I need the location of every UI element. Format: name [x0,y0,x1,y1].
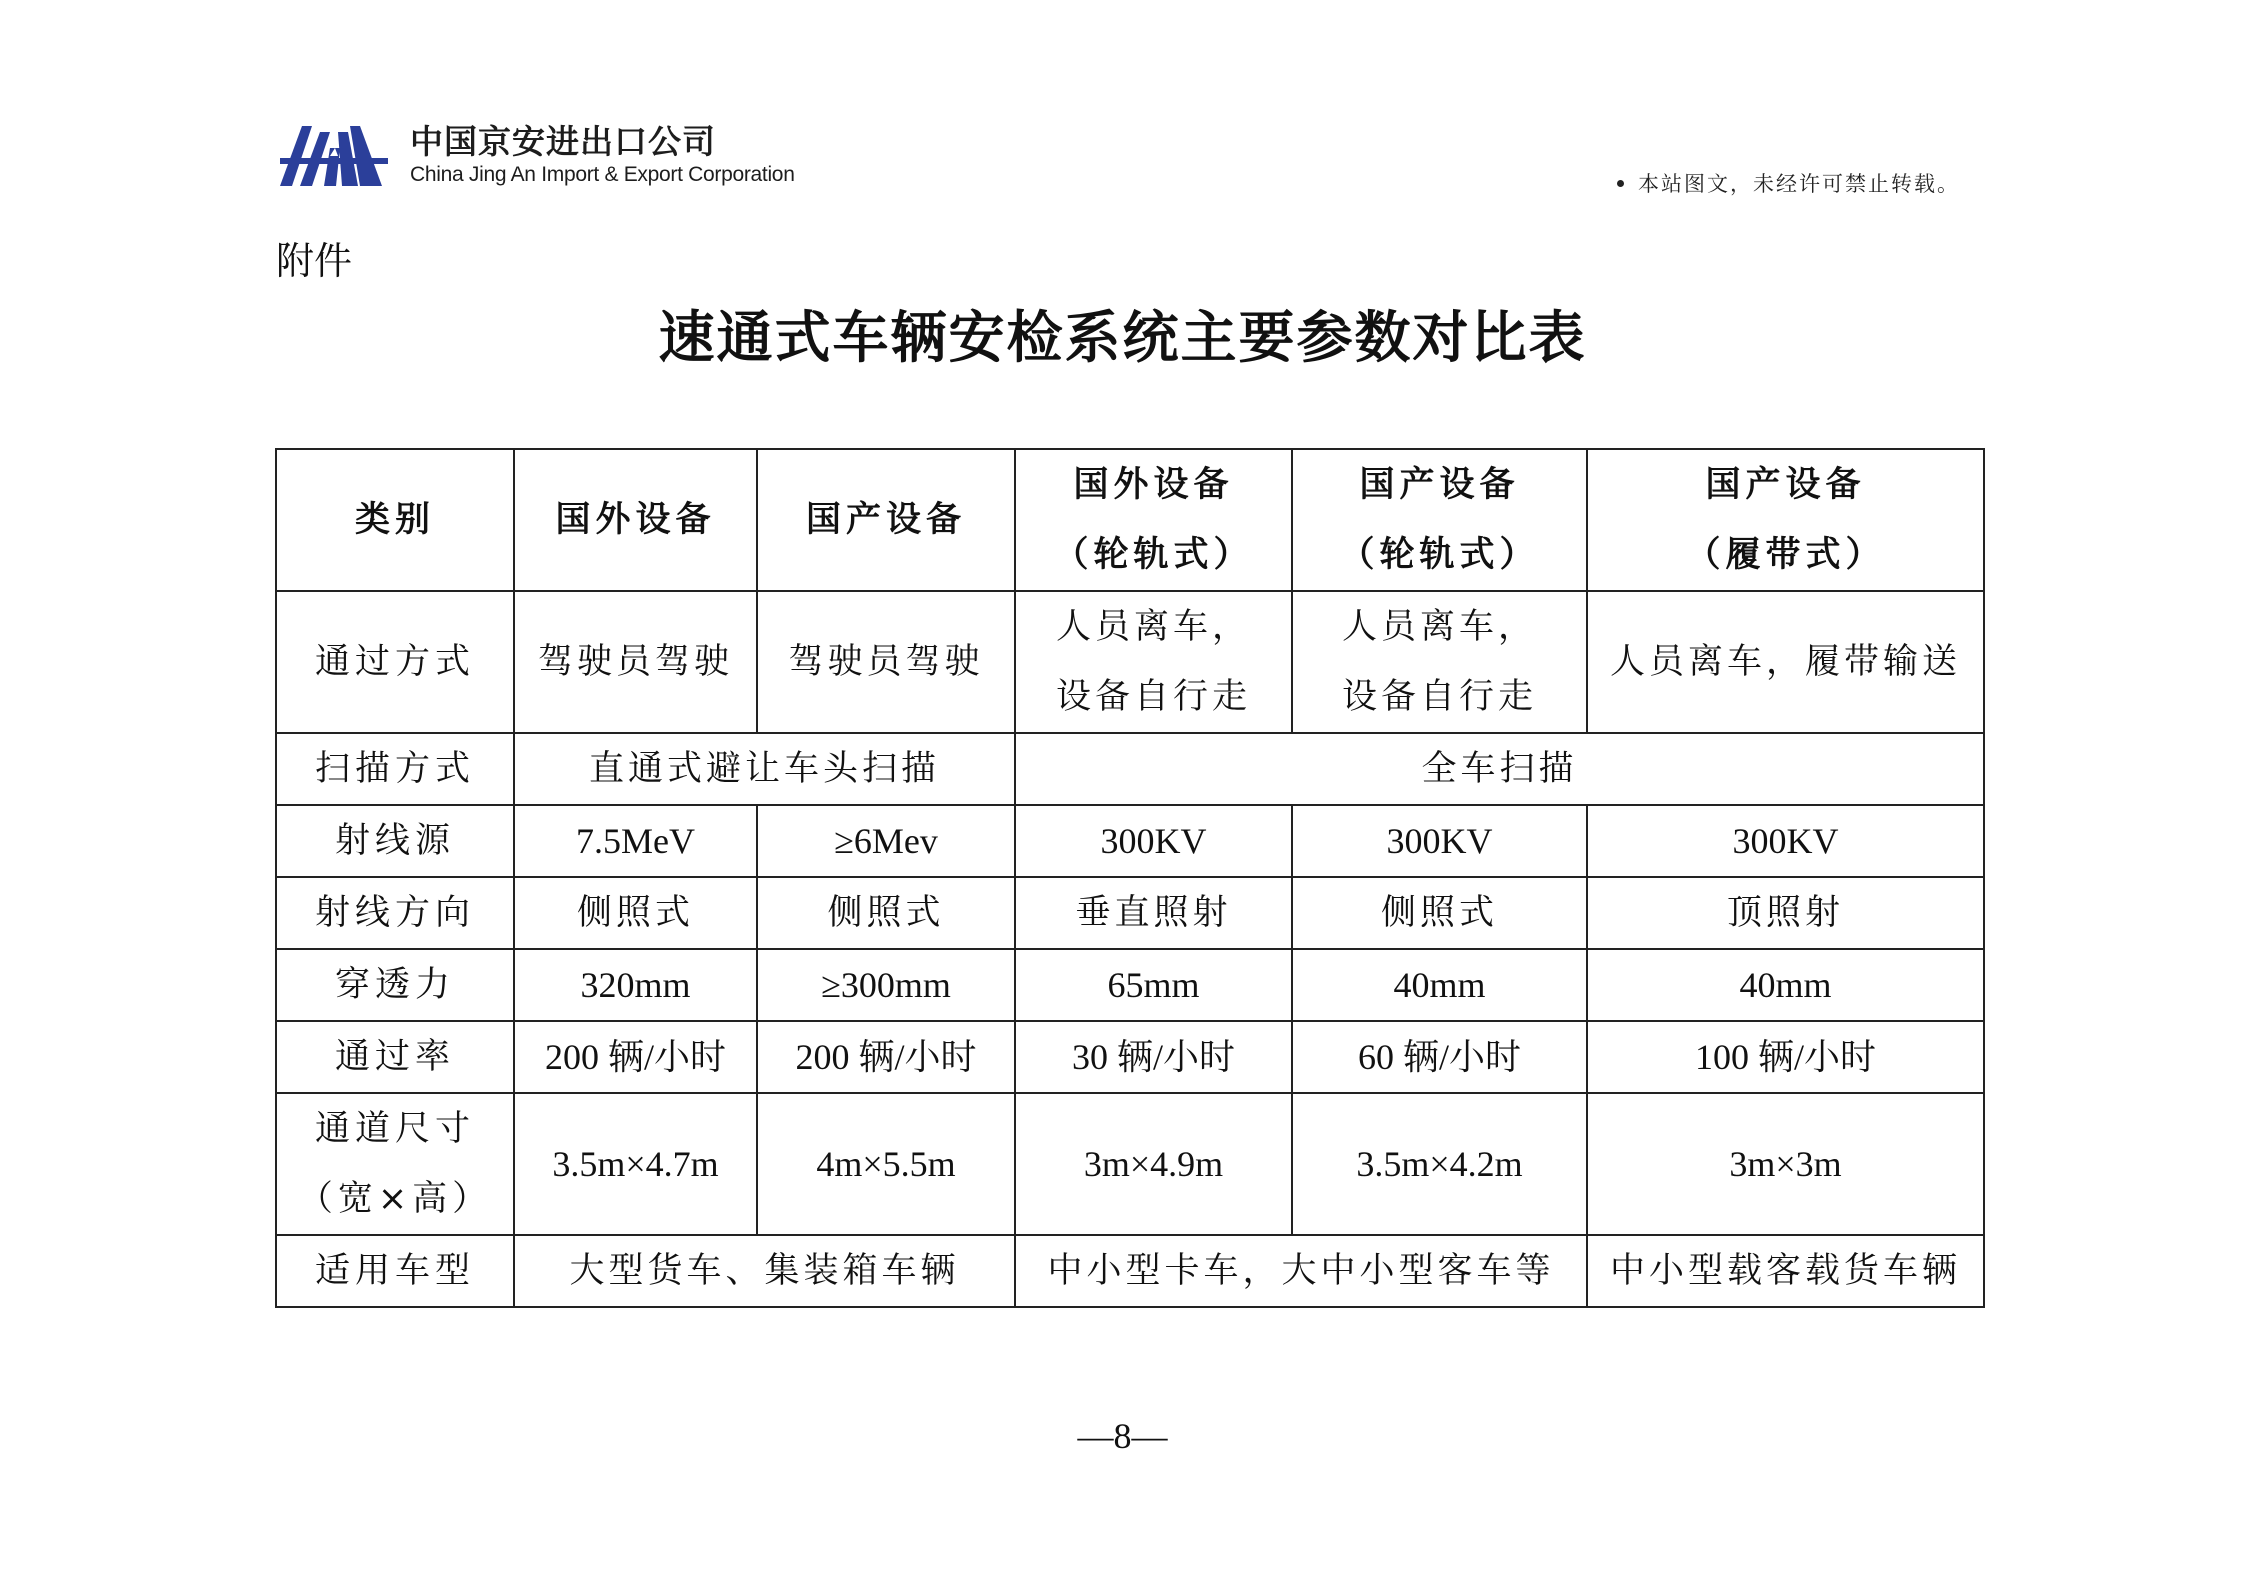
header-domestic-equipment: 国产设备 [757,449,1015,591]
table-cell: 3m×3m [1587,1093,1984,1235]
header-domestic-crawler: 国产设备 （履带式） [1587,449,1984,591]
table-cell: 40mm [1292,949,1587,1021]
table-cell: 7.5MeV [514,805,757,877]
table-cell: 侧照式 [1292,877,1587,949]
row-label: 通过方式 [276,591,514,733]
table-cell: 驾驶员驾驶 [757,591,1015,733]
attachment-label: 附件 [276,239,353,283]
table-cell: 300KV [1292,805,1587,877]
table-cell: 300KV [1587,805,1984,877]
parameter-comparison-table [275,448,1985,1308]
table-cell: 320mm [514,949,757,1021]
table-cell: 40mm [1587,949,1984,1021]
page-number: —8— [1077,1416,1168,1456]
table-row [276,805,1984,877]
row-label: 射线源 [276,805,514,877]
table-row [276,591,1984,733]
company-logo [280,118,390,188]
table-row [276,733,1984,805]
table-cell: 300KV [1015,805,1292,877]
header-foreign-equipment: 国外设备 [514,449,757,591]
copyright-notice-text: 本站图文，未经许可禁止转载。 [1638,172,1960,196]
table-cell: 侧照式 [757,877,1015,949]
company-name-cn: 中国京安进出口公司 [410,122,716,161]
table-cell: 侧照式 [514,877,757,949]
table-cell: ≥6Mev [757,805,1015,877]
table-row [276,877,1984,949]
header-category: 类别 [276,449,514,591]
table-cell: 垂直照射 [1015,877,1292,949]
row-label: 射线方向 [276,877,514,949]
table-cell: 4m×5.5m [757,1093,1015,1235]
table-cell: 100 辆/小时 [1587,1021,1984,1093]
table-cell: 3.5m×4.7m [514,1093,757,1235]
table-cell: 65mm [1015,949,1292,1021]
row-label: 扫描方式 [276,733,514,805]
table-cell: 顶照射 [1587,877,1984,949]
table-cell: 3.5m×4.2m [1292,1093,1587,1235]
row-label: 穿透力 [276,949,514,1021]
header-domestic-rail: 国产设备 （轮轨式） [1292,449,1587,591]
table-cell: ≥300mm [757,949,1015,1021]
table-header-row [276,449,1984,591]
row-label: 通道尺寸 （宽×高） [276,1093,514,1235]
table-cell: 200 辆/小时 [757,1021,1015,1093]
header-foreign-rail: 国外设备 （轮轨式） [1015,449,1292,591]
company-name-en: China Jing An Import & Export Corporation [410,163,795,186]
row-label: 通过率 [276,1021,514,1093]
table-row [276,1021,1984,1093]
table-cell: 人员离车， 设备自行走 [1015,591,1292,733]
table-row [276,949,1984,1021]
document-title: 速通式车辆安检系统主要参数对比表 [658,305,1587,371]
table-row [276,1093,1984,1235]
table-cell: 全车扫描 [1015,733,1984,805]
table-row [276,1235,1984,1307]
table-cell: 直通式避让车头扫描 [514,733,1015,805]
table-cell: 人员离车， 设备自行走 [1292,591,1587,733]
row-label: 适用车型 [276,1235,514,1307]
table-cell: 人员离车，履带输送 [1587,591,1984,733]
table-cell: 200 辆/小时 [514,1021,757,1093]
table-cell: 大型货车、集装箱车辆 [514,1235,1015,1307]
table-cell: 30 辆/小时 [1015,1021,1292,1093]
table-cell: 60 辆/小时 [1292,1021,1587,1093]
bullet-icon [1617,180,1624,187]
table-cell: 驾驶员驾驶 [514,591,757,733]
table-cell: 3m×4.9m [1015,1093,1292,1235]
copyright-notice [1617,168,1960,198]
table-cell: 中小型卡车，大中小型客车等 [1015,1235,1587,1307]
table-cell: 中小型载客载货车辆 [1587,1235,1984,1307]
